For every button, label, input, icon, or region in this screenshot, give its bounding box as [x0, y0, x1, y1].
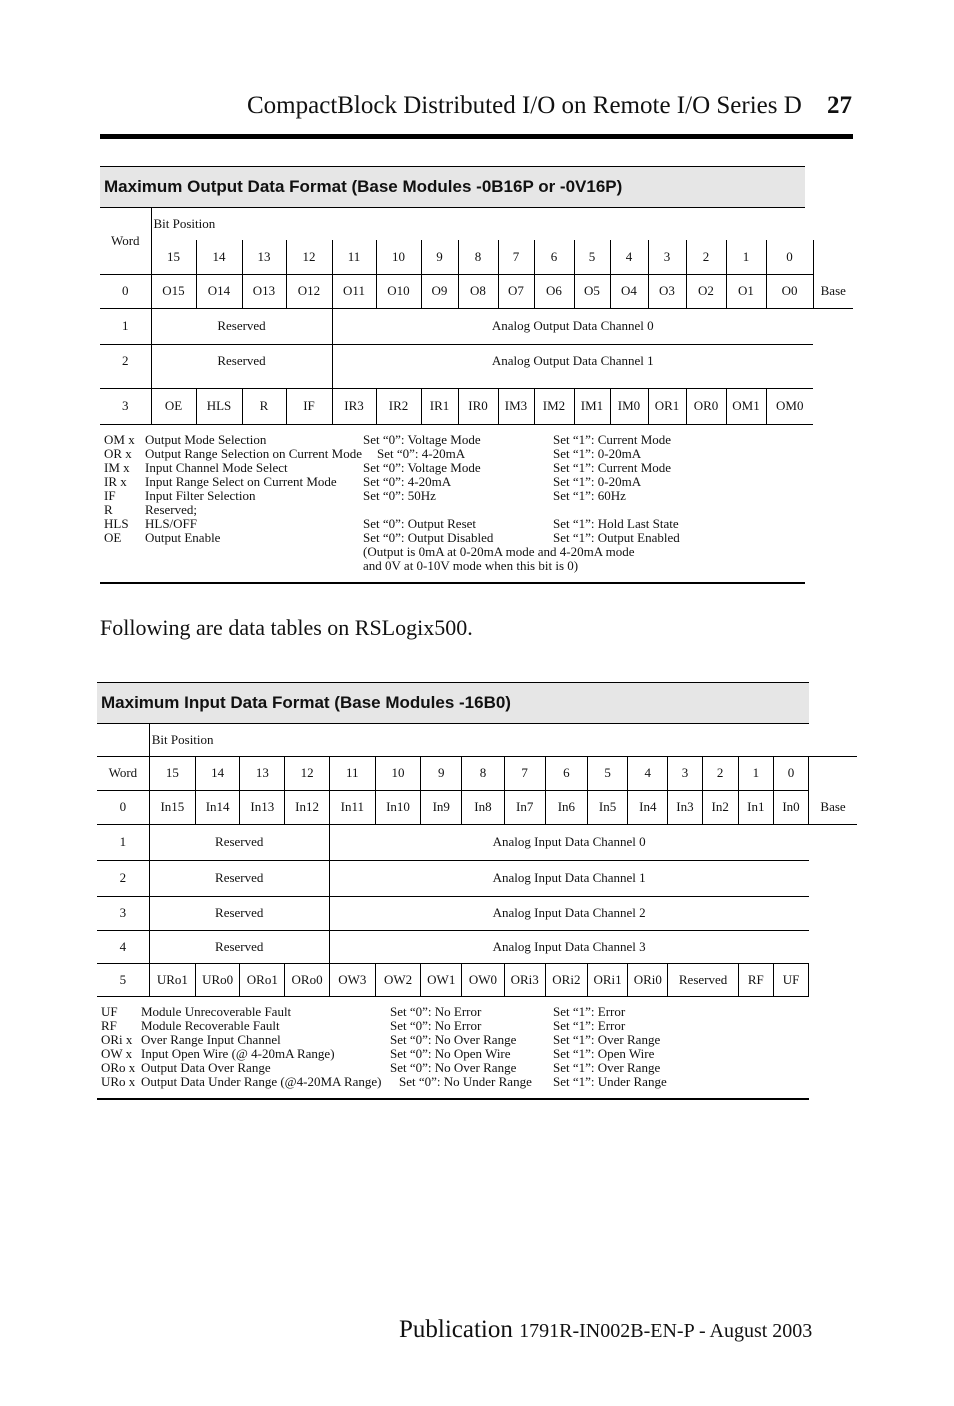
legend-set0: Set “0”: No Over Range [390, 1060, 517, 1075]
legend-desc: Output Enable [145, 530, 221, 545]
bit-cell: 6 [545, 756, 587, 790]
bit-cell: 0 [766, 240, 813, 274]
data-cell: URo0 [196, 963, 240, 996]
channel-cell: Analog Input Data Channel 0 [329, 824, 808, 860]
reserved-cell: Reserved [151, 308, 332, 344]
legend-set0: Set “0”: 4-20mA [377, 446, 466, 461]
data-cell: In11 [329, 790, 375, 824]
bit-number-row [97, 756, 857, 790]
legend-code: ORo x [101, 1060, 136, 1075]
data-cell: O11 [332, 274, 376, 308]
data-cell: HLS [196, 388, 242, 424]
data-cell: O15 [151, 274, 196, 308]
data-cell: In6 [545, 790, 587, 824]
bit-cell: 1 [726, 240, 766, 274]
bit-cell: 14 [196, 756, 240, 790]
word-cell: 3 [100, 388, 151, 424]
output-data-table [100, 208, 853, 425]
data-cell: O2 [686, 274, 726, 308]
data-cell: In5 [587, 790, 627, 824]
legend-set1: Set “1”: Error [553, 1018, 626, 1033]
legend-set1: Set “1”: Over Range [553, 1060, 661, 1075]
legend-set0: Set “0”: 50Hz [363, 488, 436, 503]
bit-cell: 9 [421, 756, 462, 790]
data-cell: O14 [196, 274, 242, 308]
word-header: Word [97, 756, 149, 790]
bit-cell: 7 [498, 240, 534, 274]
legend-set0: Set “0”: Output Disabled [363, 530, 494, 545]
legend-set0: Set “0”: No Over Range [390, 1032, 517, 1047]
legend-code: IR x [104, 474, 127, 489]
legend-set1: Set “1”: Over Range [553, 1032, 661, 1047]
legend-set1: Set “1”: Under Range [553, 1074, 667, 1089]
header-rule [100, 134, 853, 139]
publication-footer [399, 1316, 812, 1344]
data-cell: OW1 [421, 963, 462, 996]
legend-code: RF [101, 1018, 117, 1033]
data-cell: ORi0 [628, 963, 668, 996]
data-cell: In0 [773, 790, 808, 824]
legend-code: OE [104, 530, 122, 545]
word-header: Word [100, 208, 151, 274]
bit-cell: 2 [702, 756, 738, 790]
legend-desc: Output Range Selection on Current Mode [145, 446, 362, 461]
bit-cell: 0 [773, 756, 808, 790]
legend-set0: Set “0”: No Open Wire [390, 1046, 511, 1061]
data-cell: OM0 [766, 388, 813, 424]
bit-position-header: Bit Position [151, 208, 813, 240]
running-header-title: CompactBlock Distributed I/O on Remote I/O Series D [247, 92, 802, 119]
output-table-title: Maximum Output Data Format (Base Modules -0B16P or -0V16P) [100, 166, 805, 208]
data-cell: IM3 [498, 388, 534, 424]
data-cell: OW3 [329, 963, 375, 996]
data-cell: In9 [421, 790, 462, 824]
data-cell: OW2 [375, 963, 420, 996]
legend-desc: Output Data Under Range (@4-20MA Range) [141, 1074, 382, 1089]
bit-cell: 3 [668, 756, 702, 790]
data-cell: OR1 [648, 388, 686, 424]
legend-desc: Output Mode Selection [145, 432, 267, 447]
publication-label: Publication [399, 1316, 513, 1343]
bit-cell: 14 [196, 240, 242, 274]
bit-cell: 13 [240, 756, 285, 790]
data-cell: In10 [375, 790, 420, 824]
word-cell: 5 [97, 963, 149, 996]
reserved-cell: Reserved [149, 860, 329, 896]
table-row [97, 896, 857, 930]
data-cell: In12 [285, 790, 329, 824]
data-cell: IM2 [534, 388, 574, 424]
page-number: 27 [827, 92, 852, 119]
legend-desc: Module Recoverable Fault [141, 1018, 280, 1033]
input-table-title: Maximum Input Data Format (Base Modules -16B0) [97, 682, 809, 724]
reserved-cell: Reserved [149, 896, 329, 930]
data-cell: O5 [574, 274, 610, 308]
legend-desc: Input Channel Mode Select [145, 460, 288, 475]
legend-desc: Reserved; [145, 502, 197, 517]
bit-cell: 4 [610, 240, 648, 274]
data-cell: O8 [458, 274, 498, 308]
data-cell: IM1 [574, 388, 610, 424]
legend-set0: Set “0”: No Error [390, 1004, 482, 1019]
bit-cell: 10 [375, 756, 420, 790]
legend-set0: Set “0”: No Under Range [399, 1074, 532, 1089]
data-cell: RF [738, 963, 773, 996]
data-cell: IM0 [610, 388, 648, 424]
data-cell: In2 [702, 790, 738, 824]
publication-code: 1791R-IN002B-EN-P - August 2003 [519, 1320, 813, 1342]
word-cell: 0 [100, 274, 151, 308]
data-cell: O1 [726, 274, 766, 308]
word-cell: 3 [97, 896, 149, 930]
table-row [100, 388, 853, 424]
bit-cell: 1 [738, 756, 773, 790]
bit-cell: 6 [534, 240, 574, 274]
legend-code: OR x [104, 446, 132, 461]
reserved-cell: Reserved [149, 824, 329, 860]
bit-cell: 7 [504, 756, 545, 790]
legend-desc: Input Range Select on Current Mode [145, 474, 337, 489]
legend-code: OW x [101, 1046, 133, 1061]
data-cell: O0 [766, 274, 813, 308]
section-text: Following are data tables on RSLogix500. [100, 615, 473, 640]
data-cell: IR2 [376, 388, 421, 424]
legend-code: R [104, 502, 113, 517]
data-cell: OW0 [462, 963, 504, 996]
data-cell: IR1 [421, 388, 458, 424]
legend-set1: Set “1”: Output Enabled [553, 530, 680, 545]
legend-note: and 0V at 0-10V mode when this bit is 0) [363, 558, 579, 573]
legend-set1: Set “1”: Open Wire [553, 1046, 655, 1061]
data-cell: ORi3 [504, 963, 545, 996]
table-row [100, 274, 853, 308]
output-table-bottom-rule [100, 582, 805, 584]
data-cell: ORi2 [545, 963, 587, 996]
reserved-cell: Reserved [668, 963, 738, 996]
bit-cell: 12 [285, 756, 329, 790]
legend-desc: Output Data Over Range [141, 1060, 271, 1075]
word-cell: 0 [97, 790, 149, 824]
legend-code: HLS [104, 516, 129, 531]
legend-desc: Input Filter Selection [145, 488, 256, 503]
data-cell: In8 [462, 790, 504, 824]
data-cell: URo1 [149, 963, 195, 996]
data-cell: OM1 [726, 388, 766, 424]
bit-cell: 10 [376, 240, 421, 274]
data-cell: O3 [648, 274, 686, 308]
legend-set1: Set “1”: 0-20mA [553, 446, 642, 461]
word-cell: 2 [100, 344, 151, 388]
input-legend [101, 1005, 809, 1095]
bit-cell: 9 [421, 240, 458, 274]
data-cell: In15 [149, 790, 195, 824]
base-cell: Base [813, 274, 853, 308]
data-cell: UF [773, 963, 808, 996]
data-cell: In7 [504, 790, 545, 824]
bit-number-row [100, 240, 853, 274]
bit-cell: 5 [587, 756, 627, 790]
table-row [97, 860, 857, 896]
input-table-bottom-rule [97, 1098, 809, 1100]
data-cell: O7 [498, 274, 534, 308]
word-cell: 1 [100, 308, 151, 344]
channel-cell: Analog Output Data Channel 1 [332, 344, 813, 388]
bit-cell: 8 [458, 240, 498, 274]
bit-cell: 12 [286, 240, 332, 274]
data-cell: O12 [286, 274, 332, 308]
legend-set0: Set “0”: Voltage Mode [363, 460, 481, 475]
legend-set1: Set “1”: Current Mode [553, 460, 672, 475]
bit-cell: 13 [242, 240, 286, 274]
channel-cell: Analog Input Data Channel 1 [329, 860, 808, 896]
bit-cell: 11 [332, 240, 376, 274]
word-cell: 2 [97, 860, 149, 896]
reserved-cell: Reserved [149, 930, 329, 963]
bit-cell: 5 [574, 240, 610, 274]
bit-cell: 11 [329, 756, 375, 790]
channel-cell: Analog Output Data Channel 0 [332, 308, 813, 344]
data-cell: ORi1 [587, 963, 627, 996]
legend-set1: Set “1”: Current Mode [553, 432, 672, 447]
data-cell: In14 [196, 790, 240, 824]
channel-cell: Analog Input Data Channel 2 [329, 896, 808, 930]
bit-position-header: Bit Position [149, 724, 857, 756]
data-cell: IF [286, 388, 332, 424]
legend-set0: Set “0”: Voltage Mode [363, 432, 481, 447]
table-row [97, 790, 857, 824]
data-cell: ORo1 [240, 963, 285, 996]
output-legend [104, 433, 805, 573]
bit-cell: 3 [648, 240, 686, 274]
data-cell: In1 [738, 790, 773, 824]
base-cell: Base [809, 790, 857, 824]
data-cell: IR0 [458, 388, 498, 424]
data-cell: O9 [421, 274, 458, 308]
legend-set1: Set “1”: Hold Last State [553, 516, 679, 531]
input-data-table [97, 724, 857, 997]
data-cell: In3 [668, 790, 702, 824]
bit-cell: 15 [151, 240, 196, 274]
legend-set1: Set “1”: 60Hz [553, 488, 626, 503]
legend-code: IM x [104, 460, 130, 475]
data-cell: ORo0 [285, 963, 329, 996]
data-cell: O6 [534, 274, 574, 308]
bit-cell: 2 [686, 240, 726, 274]
bit-cell: 4 [628, 756, 668, 790]
data-cell: O10 [376, 274, 421, 308]
legend-note: (Output is 0mA at 0-20mA mode and 4-20mA mode [363, 544, 635, 559]
word-cell: 1 [97, 824, 149, 860]
word-cell: 4 [97, 930, 149, 963]
table-row [100, 344, 853, 388]
reserved-cell: Reserved [151, 344, 332, 388]
data-cell: OE [151, 388, 196, 424]
legend-set0: Set “0”: 4-20mA [363, 474, 452, 489]
channel-cell: Analog Input Data Channel 3 [329, 930, 808, 963]
legend-desc: Over Range Input Channel [141, 1032, 281, 1047]
table-row [97, 930, 857, 963]
legend-desc: HLS/OFF [145, 516, 198, 531]
legend-code: URo x [101, 1074, 136, 1089]
legend-code: UF [101, 1004, 118, 1019]
data-cell: IR3 [332, 388, 376, 424]
data-cell: In4 [628, 790, 668, 824]
data-cell: R [242, 388, 286, 424]
legend-desc: Module Unrecoverable Fault [141, 1004, 292, 1019]
legend-set0: Set “0”: Output Reset [363, 516, 477, 531]
legend-set1: Set “1”: 0-20mA [553, 474, 642, 489]
legend-code: OM x [104, 432, 135, 447]
legend-code: IF [104, 488, 116, 503]
legend-desc: Input Open Wire (@ 4-20mA Range) [141, 1046, 335, 1061]
table-row [100, 308, 853, 344]
legend-set0: Set “0”: No Error [390, 1018, 482, 1033]
legend-set1: Set “1”: Error [553, 1004, 626, 1019]
data-cell: O13 [242, 274, 286, 308]
data-cell: In13 [240, 790, 285, 824]
table-row [97, 824, 857, 860]
legend-code: ORi x [101, 1032, 133, 1047]
bit-cell: 15 [149, 756, 195, 790]
table-row [97, 963, 857, 996]
data-cell: O4 [610, 274, 648, 308]
bit-cell: 8 [462, 756, 504, 790]
data-cell: OR0 [686, 388, 726, 424]
